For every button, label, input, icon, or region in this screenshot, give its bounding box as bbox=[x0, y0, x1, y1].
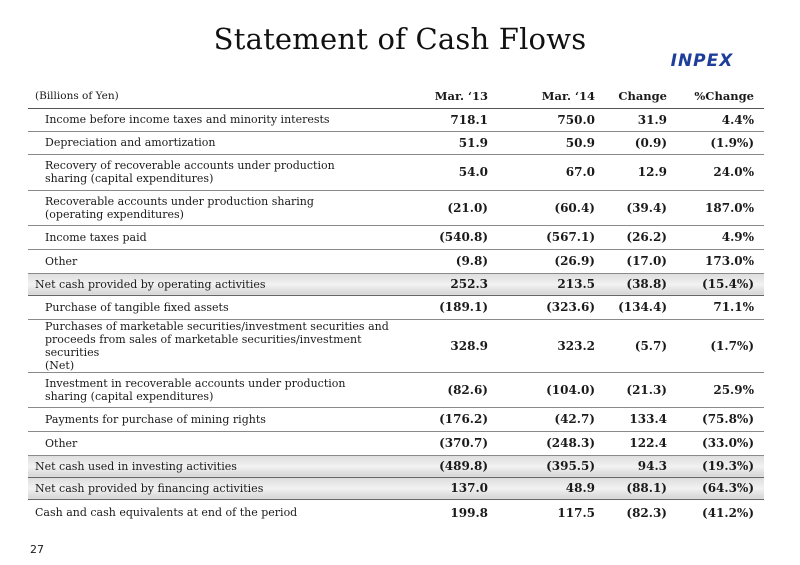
table-row bbox=[28, 407, 764, 431]
row-value: (323.6) bbox=[546, 300, 595, 314]
table-row bbox=[28, 319, 764, 372]
row-value: 252.3 bbox=[450, 277, 488, 291]
row-value: (60.4) bbox=[554, 200, 595, 215]
row-label: Purchase of tangible fixed assets bbox=[45, 300, 229, 314]
row-label: Net cash used in investing activities bbox=[35, 459, 237, 473]
row-value: 4.4% bbox=[721, 112, 754, 127]
company-logo: INPEX bbox=[670, 50, 734, 71]
column-header-pct-change: %Change bbox=[694, 88, 754, 103]
row-value: 51.9 bbox=[458, 135, 488, 150]
row-value: 323.2 bbox=[557, 338, 595, 353]
row-value: (42.7) bbox=[554, 412, 595, 426]
row-value: 133.4 bbox=[629, 412, 667, 426]
row-label: Other bbox=[45, 254, 78, 268]
column-header-mar-14: Mar. ‘14 bbox=[541, 88, 595, 103]
row-label: Purchases of marketable securities/investment securities and proceeds from sales of marketable securities/investment securities (Net) bbox=[45, 319, 389, 372]
row-value: (19.3%) bbox=[702, 459, 754, 473]
row-label: Cash and cash equivalents at end of the period bbox=[35, 506, 298, 520]
row-value: 328.9 bbox=[450, 338, 488, 353]
row-value: (104.0) bbox=[546, 382, 595, 397]
row-value: (17.0) bbox=[626, 254, 667, 268]
row-value: (134.4) bbox=[618, 300, 667, 314]
row-value: 213.5 bbox=[557, 277, 595, 291]
table-row bbox=[28, 295, 764, 319]
column-header-change: Change bbox=[618, 88, 667, 103]
row-value: (176.2) bbox=[439, 412, 488, 426]
row-value: (39.4) bbox=[626, 200, 667, 215]
row-value: 122.4 bbox=[629, 436, 667, 450]
page-title: Statement of Cash Flows bbox=[213, 22, 587, 56]
row-label: Payments for purchase of mining rights bbox=[45, 412, 266, 426]
row-value: (21.0) bbox=[447, 200, 488, 215]
row-value: (15.4%) bbox=[702, 277, 754, 291]
row-value: (21.3) bbox=[626, 382, 667, 397]
row-value: (489.8) bbox=[439, 459, 488, 473]
row-label: Recoverable accounts under production sharing (operating expenditures) bbox=[45, 194, 314, 221]
row-value: (82.3) bbox=[626, 505, 667, 520]
row-value: 48.9 bbox=[565, 481, 595, 495]
row-label: Net cash provided by financing activities bbox=[35, 481, 264, 495]
table-header-row bbox=[28, 84, 764, 108]
table-row bbox=[28, 431, 764, 455]
row-value: 718.1 bbox=[450, 112, 488, 127]
row-value: (0.9) bbox=[634, 135, 667, 150]
row-value: (64.3%) bbox=[702, 481, 754, 495]
table-row bbox=[28, 499, 764, 526]
row-value: (75.8%) bbox=[702, 412, 754, 426]
row-label: Investment in recoverable accounts under production sharing (capital expenditures) bbox=[45, 376, 346, 403]
column-header-mar-13: Mar. ‘13 bbox=[434, 88, 488, 103]
row-value: (189.1) bbox=[439, 300, 488, 314]
row-label: Recovery of recoverable accounts under production sharing (capital expenditures) bbox=[45, 159, 335, 185]
row-label: Depreciation and amortization bbox=[45, 136, 216, 149]
table-row bbox=[28, 225, 764, 249]
unit-label: (Billions of Yen) bbox=[35, 89, 119, 102]
row-value: (1.7%) bbox=[710, 338, 754, 353]
table-row bbox=[28, 372, 764, 407]
row-label: Income taxes paid bbox=[45, 230, 147, 244]
table-row bbox=[28, 249, 764, 273]
row-label: Income before income taxes and minority interests bbox=[45, 113, 330, 126]
row-value: (38.8) bbox=[626, 277, 667, 291]
row-value: (88.1) bbox=[626, 481, 667, 495]
page-number: 27 bbox=[30, 543, 44, 556]
table-row bbox=[28, 190, 764, 225]
table-row bbox=[28, 273, 764, 295]
row-value: (5.7) bbox=[634, 338, 667, 353]
row-label: Other bbox=[45, 436, 78, 450]
row-value: 187.0% bbox=[705, 200, 754, 215]
row-value: (41.2%) bbox=[702, 505, 754, 520]
row-value: 750.0 bbox=[557, 112, 595, 127]
row-value: (9.8) bbox=[455, 254, 488, 268]
row-value: 94.3 bbox=[637, 459, 667, 473]
row-value: (395.5) bbox=[546, 459, 595, 473]
row-value: 24.0% bbox=[713, 165, 754, 179]
row-label: Net cash provided by operating activities bbox=[35, 277, 266, 291]
row-value: 12.9 bbox=[637, 165, 667, 179]
row-value: (26.9) bbox=[554, 254, 595, 268]
row-value: (248.3) bbox=[546, 436, 595, 450]
row-value: (26.2) bbox=[626, 230, 667, 244]
row-value: 50.9 bbox=[565, 135, 595, 150]
row-value: 54.0 bbox=[458, 165, 488, 179]
row-value: 67.0 bbox=[565, 165, 595, 179]
row-value: (82.6) bbox=[447, 382, 488, 397]
cash-flow-table bbox=[28, 84, 764, 526]
row-value: 199.8 bbox=[450, 505, 488, 520]
row-value: 25.9% bbox=[713, 382, 754, 397]
row-value: 71.1% bbox=[713, 300, 754, 314]
row-value: (33.0%) bbox=[702, 436, 754, 450]
table-row bbox=[28, 455, 764, 477]
row-value: (370.7) bbox=[439, 436, 488, 450]
row-value: 4.9% bbox=[721, 230, 754, 244]
row-value: (540.8) bbox=[439, 230, 488, 244]
row-value: 173.0% bbox=[705, 254, 754, 268]
table-row bbox=[28, 477, 764, 499]
table-row bbox=[28, 108, 764, 131]
row-value: 117.5 bbox=[557, 505, 595, 520]
row-value: 31.9 bbox=[637, 112, 667, 127]
row-value: (567.1) bbox=[546, 230, 595, 244]
table-row bbox=[28, 154, 764, 190]
table-row bbox=[28, 131, 764, 154]
row-value: 137.0 bbox=[450, 481, 488, 495]
row-value: (1.9%) bbox=[710, 135, 754, 150]
